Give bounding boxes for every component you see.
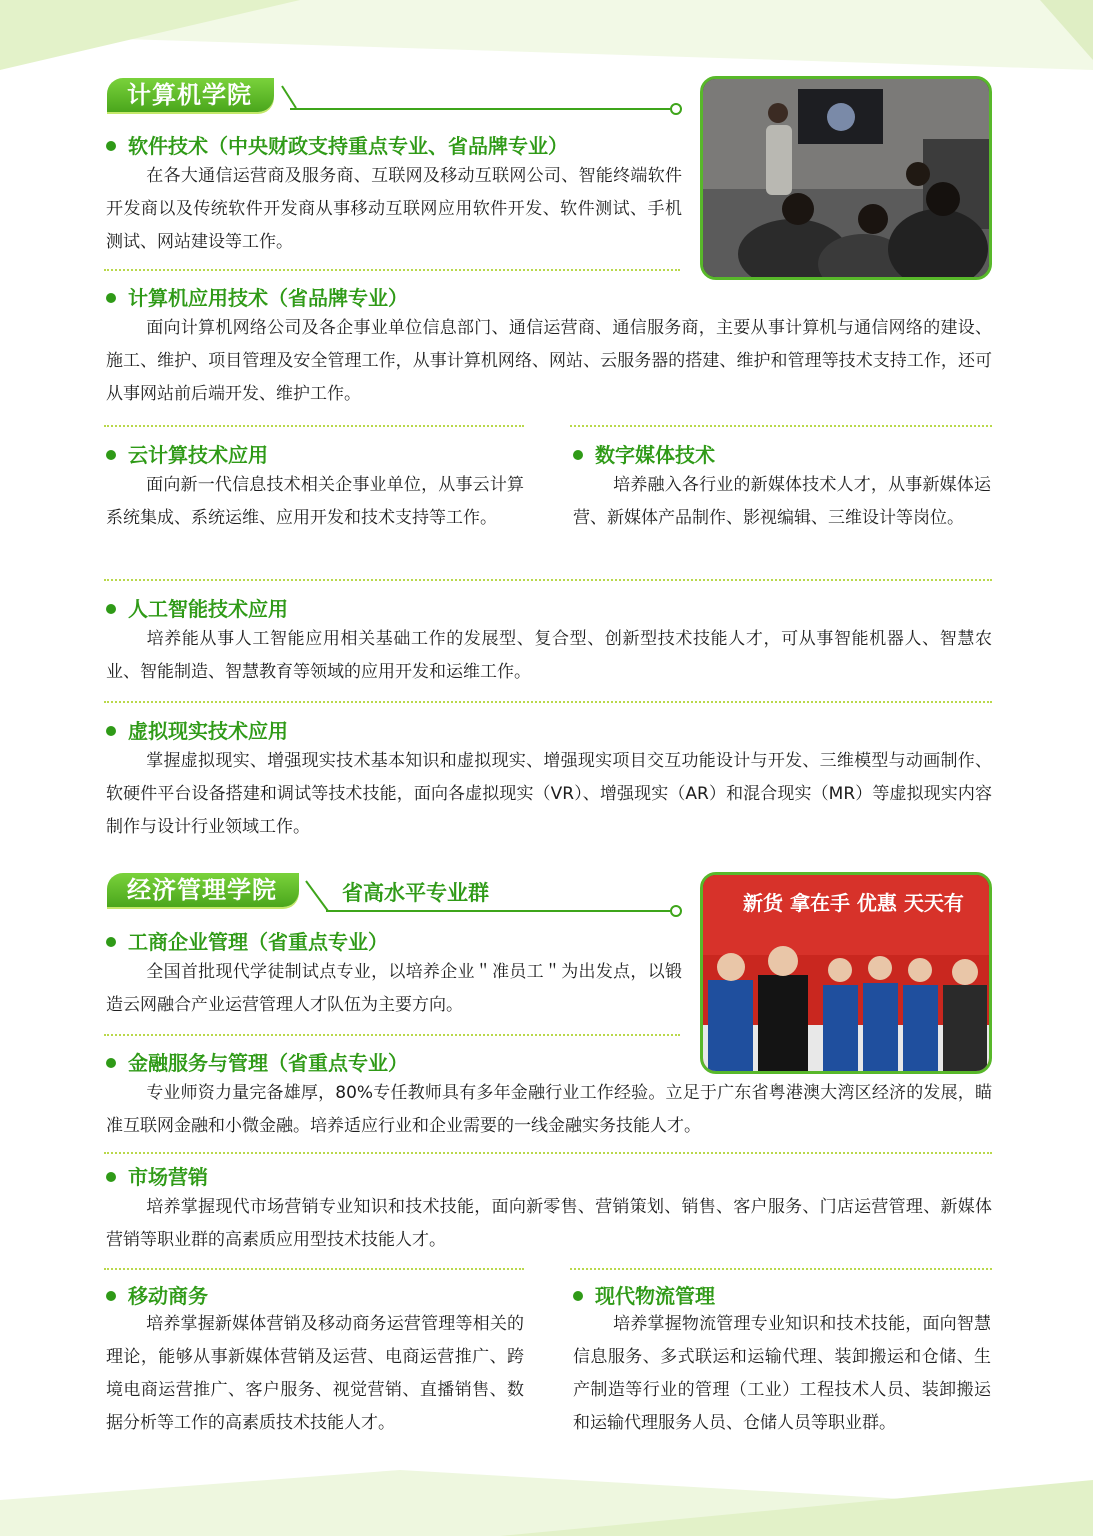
section-tab-economics xyxy=(107,873,299,907)
section-tab-computer xyxy=(107,78,274,112)
major-desc-digital-media xyxy=(573,469,991,535)
bullet-icon xyxy=(106,1172,116,1182)
separator xyxy=(104,1034,680,1036)
major-desc-business-management xyxy=(106,956,682,1022)
major-desc-text: 全国首批现代学徒制试点专业，以培养企业＂准员工＂为出发点，以锻造云网融合产业运营管理人才队伍为主要方向。 xyxy=(106,962,682,1015)
separator xyxy=(104,269,680,271)
classroom-photo xyxy=(700,76,992,280)
major-desc-text: 面向新一代信息技术相关企事业单位，从事云计算系统集成、系统运维、应用开发和技术支持等工作。 xyxy=(106,475,524,528)
major-title-ai xyxy=(106,593,288,622)
tab-connector-line xyxy=(326,910,670,912)
major-desc-text: 培养融入各行业的新媒体技术人才，从事新媒体运营、新媒体产品制作、影视编辑、三维设计等岗位。 xyxy=(573,475,991,528)
separator xyxy=(570,1268,992,1270)
bullet-icon xyxy=(106,450,116,460)
separator xyxy=(104,579,992,581)
separator xyxy=(104,701,992,703)
major-title-finance xyxy=(106,1047,408,1076)
major-desc-finance xyxy=(106,1077,992,1143)
major-desc-text: 掌握虚拟现实、增强现实技术基本知识和虚拟现实、增强现实项目交互功能设计与开发、三维模型与动画制作、软硬件平台设备搭建和调试等技术技能，面向各虚拟现实（VR）、增强现实（AR）和混合现实（MR）等虚拟现实内容制作与设计行业领域工作。 xyxy=(106,751,992,837)
major-title-digital-media xyxy=(573,439,715,468)
tab-connector-end xyxy=(670,905,682,917)
bullet-icon xyxy=(106,141,116,151)
major-desc-software xyxy=(106,160,682,259)
bullet-icon xyxy=(106,937,116,947)
major-title-text: 人工智能技术应用 xyxy=(128,597,288,621)
major-title-software xyxy=(106,130,568,159)
tab-connector-line xyxy=(290,108,670,110)
tab-connector-end xyxy=(670,103,682,115)
major-title-marketing xyxy=(106,1161,208,1190)
section-tab-label: 计算机学院 xyxy=(127,81,252,109)
major-title-text: 工商企业管理（省重点专业） xyxy=(128,930,388,954)
section-tab-label: 经济管理学院 xyxy=(127,876,277,904)
major-title-logistics xyxy=(573,1280,715,1309)
classroom-photo-image xyxy=(703,79,989,277)
bullet-icon xyxy=(106,1058,116,1068)
major-desc-ai xyxy=(106,623,992,689)
major-title-text: 云计算技术应用 xyxy=(128,443,268,467)
major-title-text: 数字媒体技术 xyxy=(595,443,715,467)
major-title-vr xyxy=(106,715,288,744)
major-title-text: 金融服务与管理（省重点专业） xyxy=(128,1051,408,1075)
major-desc-text: 培养掌握新媒体营销及移动商务运营管理等相关的理论，能够从事新媒体营销及运营、电商运营推广、跨境电商运营推广、客户服务、视觉营销、直播销售、数据分析等工作的高素质技术技能人才。 xyxy=(106,1314,524,1433)
major-title-cloud-computing xyxy=(106,439,268,468)
separator xyxy=(104,1152,992,1154)
major-desc-cloud-computing xyxy=(106,469,524,535)
team-photo xyxy=(700,872,992,1074)
bullet-icon xyxy=(573,1291,583,1301)
major-desc-text: 培养能从事人工智能应用相关基础工作的发展型、复合型、创新型技术技能人才，可从事智能机器人、智慧农业、智能制造、智慧教育等领域的应用开发和运维工作。 xyxy=(106,629,992,682)
major-title-mobile-commerce xyxy=(106,1280,208,1309)
major-title-computer-application xyxy=(106,282,408,311)
major-title-text: 移动商务 xyxy=(128,1284,208,1308)
major-desc-marketing xyxy=(106,1191,992,1257)
major-desc-text: 专业师资力量完备雄厚，80%专任教师具有多年金融行业工作经验。立足于广东省粤港澳大湾区经济的发展，瞄准互联网金融和小微金融。培养适应行业和企业需要的一线金融实务技能人才。 xyxy=(106,1083,992,1136)
major-desc-text: 培养掌握物流管理专业知识和技术技能，面向智慧信息服务、多式联运和运输代理、装卸搬运和仓储、生产制造等行业的管理（工业）工程技术人员、装卸搬运和运输代理服务人员、仓储人员等职业群。 xyxy=(573,1314,991,1433)
separator xyxy=(104,425,524,427)
major-title-text: 虚拟现实技术应用 xyxy=(128,719,288,743)
major-title-text: 计算机应用技术（省品牌专业） xyxy=(128,286,408,310)
bullet-icon xyxy=(106,726,116,736)
major-desc-vr xyxy=(106,745,992,844)
tab-connector-slope xyxy=(278,82,318,112)
major-desc-logistics xyxy=(573,1308,991,1440)
major-desc-text: 在各大通信运营商及服务商、互联网及移动互联网公司、智能终端软件开发商以及传统软件开发商从事移动互联网应用软件开发、软件测试、手机测试、网站建设等工作。 xyxy=(106,166,682,252)
major-title-business-management xyxy=(106,926,388,955)
section-subtitle: 省高水平专业群 xyxy=(342,881,489,905)
separator xyxy=(104,1268,524,1270)
major-title-text: 市场营销 xyxy=(128,1165,208,1189)
major-title-text: 现代物流管理 xyxy=(595,1284,715,1308)
bullet-icon xyxy=(106,1291,116,1301)
major-desc-text: 培养掌握现代市场营销专业知识和技术技能，面向新零售、营销策划、销售、客户服务、门店运营管理、新媒体营销等职业群的高素质应用型技术技能人才。 xyxy=(106,1197,992,1250)
major-desc-text: 面向计算机网络公司及各企事业单位信息部门、通信运营商、通信服务商，主要从事计算机与通信网络的建设、施工、维护、项目管理及安全管理工作，从事计算机网络、网站、云服务器的搭建、维护和管理等技术支持工作，还可从事网站前后端开发、维护工作。 xyxy=(106,318,992,404)
photo-banner-text: 新货 拿在手 优惠 天天有 xyxy=(743,891,964,915)
major-desc-computer-application xyxy=(106,312,992,411)
bullet-icon xyxy=(573,450,583,460)
major-desc-mobile-commerce xyxy=(106,1308,524,1440)
bullet-icon xyxy=(106,604,116,614)
separator xyxy=(570,425,992,427)
major-title-text: 软件技术（中央财政支持重点专业、省品牌专业） xyxy=(128,134,568,158)
bullet-icon xyxy=(106,293,116,303)
